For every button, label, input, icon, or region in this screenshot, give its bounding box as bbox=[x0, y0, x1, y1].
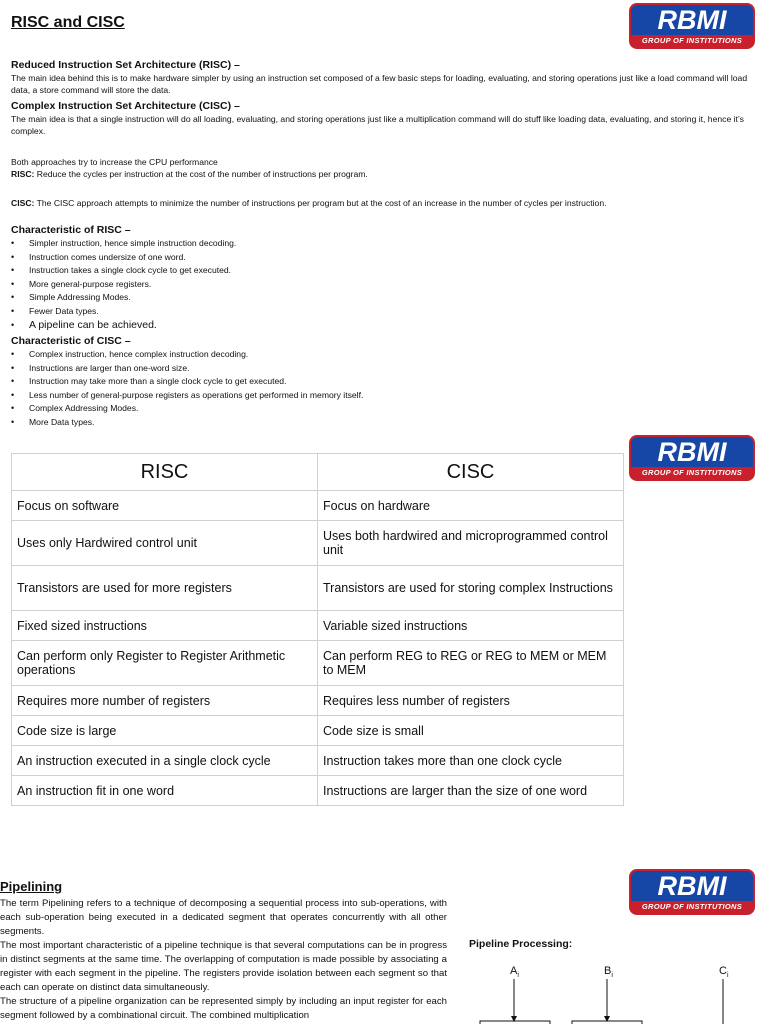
table-cell: Instruction takes more than one clock cycle bbox=[318, 746, 624, 776]
both-approaches-text: Both approaches try to increase the CPU performance bbox=[11, 157, 218, 167]
pipelining-heading: Pipelining bbox=[0, 879, 63, 894]
svg-text:Ai bbox=[510, 965, 519, 979]
cisc-characteristics bbox=[11, 335, 756, 429]
list-item: • Simpler instruction, hence simple instruction decoding. bbox=[11, 237, 756, 251]
table-cell: Requires more number of registers bbox=[12, 686, 318, 716]
logo-tagline: GROUP OF INSTITUTIONS bbox=[631, 901, 753, 913]
input-a-sub: i bbox=[517, 972, 519, 979]
column-header-risc: RISC bbox=[12, 454, 318, 491]
risc-characteristics bbox=[11, 224, 756, 333]
list-item: • Instruction comes undersize of one word. bbox=[11, 251, 756, 265]
table-cell: Uses only Hardwired control unit bbox=[12, 521, 318, 566]
logo-brand: RBMI bbox=[657, 5, 727, 35]
risc-definition bbox=[11, 59, 756, 97]
list-item: • Less number of general-purpose registers as operations get performed in memory itself. bbox=[11, 389, 756, 403]
risc-performance bbox=[11, 168, 756, 180]
rbmi-logo bbox=[629, 435, 755, 481]
table-cell: Focus on hardware bbox=[318, 491, 624, 521]
input-b-sub: i bbox=[611, 972, 613, 979]
table-cell: Transistors are used for more registers bbox=[12, 566, 318, 611]
logo-brand: RBMI bbox=[657, 871, 727, 901]
list-item: • Fewer Data types. bbox=[11, 305, 756, 319]
risc-text: The main idea behind this is to make hardware simpler by using an instruction set composed of a few basic steps for loading, evaluating, and storing operations just like a load command will load data, a store command will store the data. bbox=[11, 73, 748, 96]
table-cell: Can perform REG to REG or REG to MEM or MEM to MEM bbox=[318, 641, 624, 686]
input-b bbox=[604, 965, 613, 1022]
table-cell: Fixed sized instructions bbox=[12, 611, 318, 641]
diagram-title: Pipeline Processing: bbox=[469, 938, 573, 950]
cisc-heading: Complex Instruction Set Architecture (CISC) – bbox=[11, 100, 240, 112]
paragraph: The structure of a pipeline organization can be represented simply by including an input register for each segment followed by a combinational circuit. The combined multiplication bbox=[0, 996, 447, 1021]
cisc-char-heading: Characteristic of CISC – bbox=[11, 335, 131, 347]
risc-char-list bbox=[11, 237, 756, 333]
input-c bbox=[719, 965, 729, 1024]
cisc-text: The main idea is that a single instruction will do all loading, evaluating, and storing operations just like a multiplication command will do stuff like loading data, evaluating, and storing it, hence it’s complex. bbox=[11, 114, 744, 137]
input-b-letter: B bbox=[604, 965, 612, 977]
cisc-perf-text: The CISC approach attempts to minimize the number of instructions per program but at the cost of an increase in the number of cycles per instruction. bbox=[34, 198, 607, 208]
risc-heading: Reduced Instruction Set Architecture (RISC) – bbox=[11, 59, 240, 71]
table-cell: Transistors are used for storing complex Instructions bbox=[318, 566, 624, 611]
table-row bbox=[12, 686, 624, 716]
table-cell: Can perform only Register to Register Arithmetic operations bbox=[12, 641, 318, 686]
logo-tagline: GROUP OF INSTITUTIONS bbox=[631, 35, 753, 47]
table-row bbox=[12, 491, 624, 521]
cisc-definition bbox=[11, 100, 756, 138]
input-a-letter: A bbox=[510, 965, 518, 977]
list-item: • Instruction takes a single clock cycle to get executed. bbox=[11, 264, 756, 278]
svg-text:Bi bbox=[604, 965, 613, 979]
svg-text:Ci bbox=[719, 965, 729, 979]
list-item: • Instructions are larger than one-word size. bbox=[11, 362, 756, 376]
logo-tagline: GROUP OF INSTITUTIONS bbox=[631, 467, 753, 479]
column-header-cisc: CISC bbox=[318, 454, 624, 491]
table-cell: An instruction fit in one word bbox=[12, 776, 318, 806]
list-item: • A pipeline can be achieved. bbox=[11, 318, 756, 333]
table-cell: An instruction executed in a single clock cycle bbox=[12, 746, 318, 776]
table-row bbox=[12, 566, 624, 611]
table-row bbox=[12, 776, 624, 806]
list-item: • More Data types. bbox=[11, 416, 756, 430]
page-title: RISC and CISC bbox=[11, 14, 125, 31]
table-row bbox=[12, 611, 624, 641]
table-cell: Code size is large bbox=[12, 716, 318, 746]
table-cell: Instructions are larger than the size of one word bbox=[318, 776, 624, 806]
list-item: • Complex instruction, hence complex instruction decoding. bbox=[11, 348, 756, 362]
list-item: • Instruction may take more than a single clock cycle to get executed. bbox=[11, 375, 756, 389]
table-cell: Uses both hardwired and microprogrammed control unit bbox=[318, 521, 624, 566]
table-row bbox=[12, 641, 624, 686]
table-cell: Variable sized instructions bbox=[318, 611, 624, 641]
list-item: • Simple Addressing Modes. bbox=[11, 291, 756, 305]
table-cell: Focus on software bbox=[12, 491, 318, 521]
paragraph: The term Pipelining refers to a technique of decomposing a sequential process into sub-operations, with each sub-operation being executed in a dedicated segment that operates concurrently with all other segments. bbox=[0, 898, 447, 937]
pipeline-diagram bbox=[460, 930, 760, 1024]
cisc-perf-label: CISC: bbox=[11, 198, 35, 208]
table-row bbox=[12, 746, 624, 776]
cisc-char-list bbox=[11, 348, 756, 429]
table-cell: Requires less number of registers bbox=[318, 686, 624, 716]
risc-char-heading: Characteristic of RISC – bbox=[11, 224, 131, 236]
table-header-row bbox=[12, 454, 624, 491]
table-cell: Code size is small bbox=[318, 716, 624, 746]
comparison-table bbox=[11, 453, 624, 806]
paragraph: The most important characteristic of a pipeline technique is that several computations can be in progress in distinct segments at the same time. The overlapping of computation is made possible by associating a register with each segment in the pipeline. The registers provide isolation between each segment so that each can operate on distinct data simultaneously. bbox=[0, 940, 447, 993]
cisc-performance-section bbox=[11, 197, 756, 209]
risc-perf-text: Reduce the cycles per instruction at the cost of the number of instructions per program. bbox=[34, 169, 368, 180]
rbmi-logo bbox=[629, 869, 755, 915]
logo-brand: RBMI bbox=[657, 437, 727, 467]
performance-section bbox=[11, 156, 756, 181]
table-row bbox=[12, 716, 624, 746]
cisc-performance bbox=[11, 197, 756, 209]
list-item: • Complex Addressing Modes. bbox=[11, 402, 756, 416]
list-item: • More general-purpose registers. bbox=[11, 278, 756, 292]
input-c-letter: C bbox=[719, 965, 727, 977]
input-a bbox=[510, 965, 519, 1022]
risc-perf-label: RISC: bbox=[11, 169, 35, 180]
table-row bbox=[12, 521, 624, 566]
input-c-sub: i bbox=[726, 972, 729, 979]
pipelining-body bbox=[0, 897, 447, 1023]
rbmi-logo bbox=[629, 3, 755, 49]
